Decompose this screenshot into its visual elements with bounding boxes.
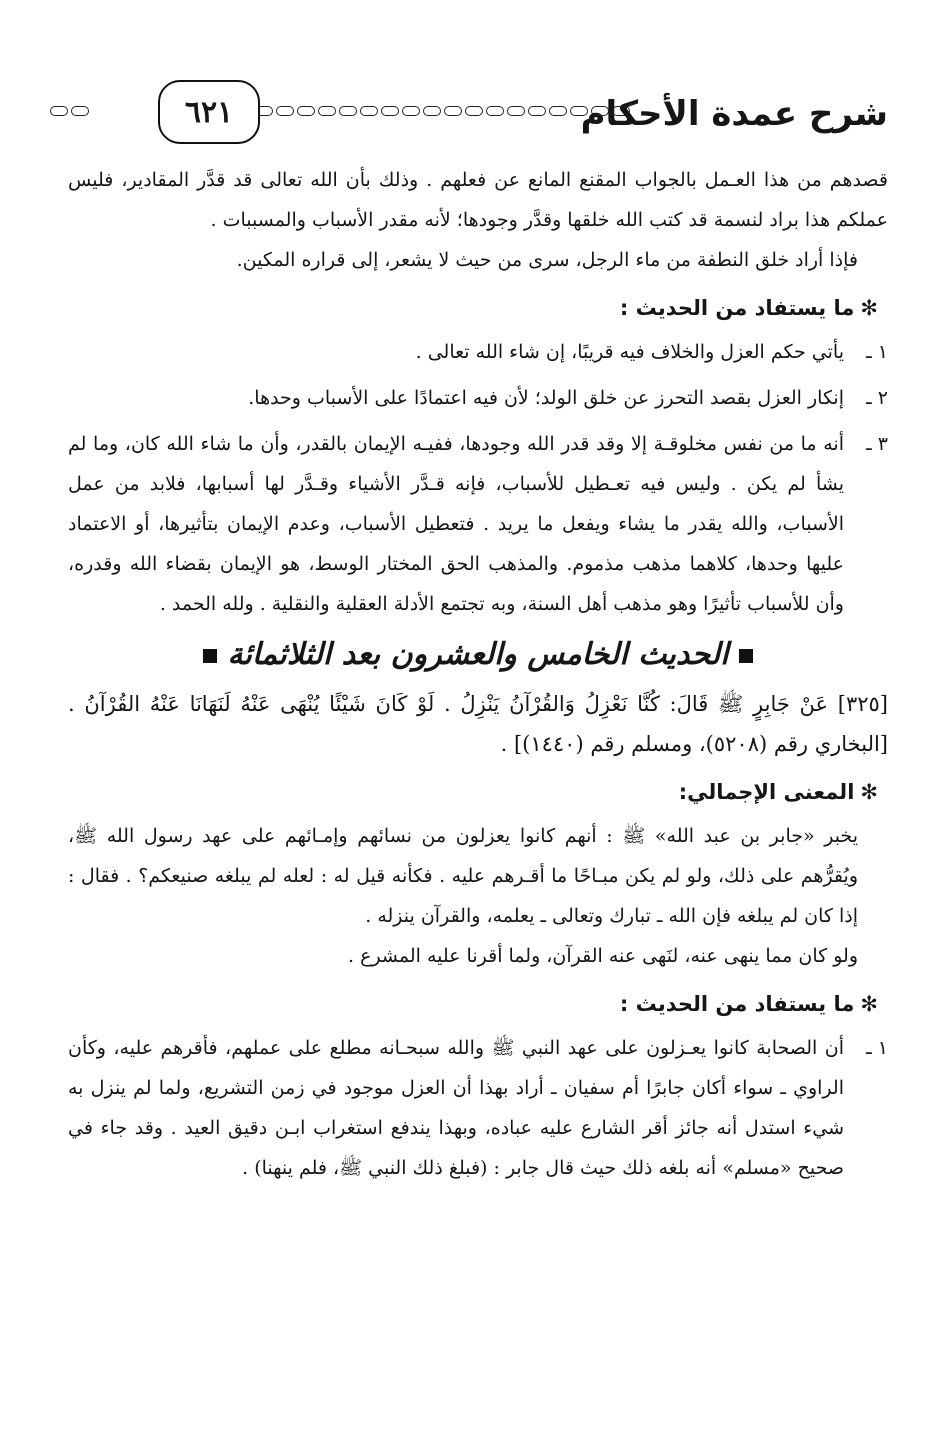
- section-heading-benefits-2: ✻ما يستفاد من الحديث :: [619, 992, 878, 1016]
- list-item: [68, 424, 888, 624]
- summary-paragraph-2: ولو كان مما ينهى عنه، لنَهى عنه القرآن، ولما أقرنا عليه المشرع .: [348, 945, 858, 967]
- item-text: يأتي حكم العزل والخلاف فيه قريبًا، إن شاء الله تعالى .: [415, 341, 844, 363]
- section-heading-benefits: ✻ما يستفاد من الحديث :: [619, 296, 878, 320]
- asterisk-icon: ✻: [860, 992, 878, 1016]
- page-content: [68, 160, 888, 1194]
- asterisk-icon: ✻: [860, 780, 878, 804]
- square-bullet-icon: [739, 649, 753, 663]
- page-header: [40, 80, 888, 146]
- item-number: ١ ـ: [866, 1037, 888, 1059]
- ornament-chain: [250, 106, 630, 118]
- summary-paragraph: يخبر «جابر بن عبد الله» ﷺ : أنهم كانوا يعزلون من نسائهم وإمـائهم على عهد رسول الله ﷺ، ويُقرُّهم على ذلك، ولو لم يكن مبـاحًا ما أقـرهم عليه . فكأنه قيل له : لعله لم يبلغه صنيعكم؟ . فقال : إذا كان لم يبلغه فإن الله ـ تبارك وتعالى ـ يعلمه، والقرآن ينزله .: [68, 825, 858, 927]
- intro-paragraph: قصدهم من هذا العـمل بالجواب المقنع المانع عن فعلهم . وذلك بأن الله تعالى قد قدَّر المقادير، فليس عملكم هذا براد لنسمة قد كتب الله خلقها وقدَّر وجودها؛ لأنه مقدر الأسباب والمسببات .: [68, 169, 888, 231]
- hadith-title: الحديث الخامس والعشرون بعد الثلاثمائة: [68, 630, 888, 680]
- item-text: أن الصحابة كانوا يعـزلون على عهد النبي ﷺ والله سبحـانه مطلع على عملهم، فأقرهم عليه، وكأن الراوي ـ سواء أكان جابرًا أم سفيان ـ أراد بهذا أن العزل موجود في زمن التشريع، ولما لم ينزل به شيء استدل أنه جائز أقر الشارع عليه عباده، وبهذا يندفع استغراب ابـن دقيق العيد . وقد جاء في صحيح «مسلم» أنه بلغه ذلك حيث قال جابر : (فبلغ ذلك النبي ﷺ، فلم ينهنا) .: [68, 1037, 844, 1179]
- list-item: [68, 332, 888, 372]
- item-text: إنكار العزل بقصد التحرز عن خلق الولد؛ لأن فيه اعتمادًا على الأسباب وحدها.: [248, 387, 844, 409]
- page-number: ٦٢١: [184, 94, 234, 130]
- list-item: [68, 1028, 888, 1188]
- item-number: ١ ـ: [866, 341, 888, 363]
- list-item: [68, 378, 888, 418]
- asterisk-icon: ✻: [860, 296, 878, 320]
- ornament-chain-short: [50, 106, 110, 118]
- hadith-text: [٣٢٥] عَنْ جَابِرٍ ﷺ قَالَ: كُنَّا نَعْزِلُ وَالقُرْآنُ يَنْزِلُ . لَوْ كَانَ شَيْئًا يُنْهَى عَنْهُ لَنَهَانَا عَنْهُ القُرْآنُ . [البخاري رقم (٥٢٠٨)، ومسلم رقم (١٤٤٠)] .: [68, 692, 888, 756]
- intro-paragraph-2: فإذا أراد خلق النطفة من ماء الرجل، سرى من حيث لا يشعر، إلى قراره المكين.: [236, 249, 858, 271]
- item-number: ٢ ـ: [866, 387, 888, 409]
- book-title: شرح عمدة الأحكام: [580, 94, 888, 134]
- square-bullet-icon: [203, 649, 217, 663]
- item-number: ٣ ـ: [866, 433, 888, 455]
- section-heading-summary: ✻المعنى الإجمالي:: [678, 780, 878, 804]
- page-number-badge: [158, 80, 260, 144]
- item-text: أنه ما من نفس مخلوقـة إلا وقد قدر الله وجودها، ففيـه الإيمان بالقدر، وأن ما شاء الله كان، وما لم يشأ لم يكن . وليس فيه تعـطيل للأسباب، فإنه قـدَّر الأشياء وقـدَّر لها أسبابها، فلابد من عمل الأسباب، والله يقدر ما يشاء ويفعل ما يريد . فتعطيل الأسباب، وعدم الإيمان بتأثيرها، أو الاعتماد عليها وحدها، كلاهما مذهب مذموم. والمذهب الحق المختار الوسط، هو الإيمان بقضاء الله وقدره، وأن للأسباب تأثيرًا وهو مذهب أهل السنة، وبه تجتمع الأدلة العقلية والنقلية . ولله الحمد .: [68, 433, 844, 615]
